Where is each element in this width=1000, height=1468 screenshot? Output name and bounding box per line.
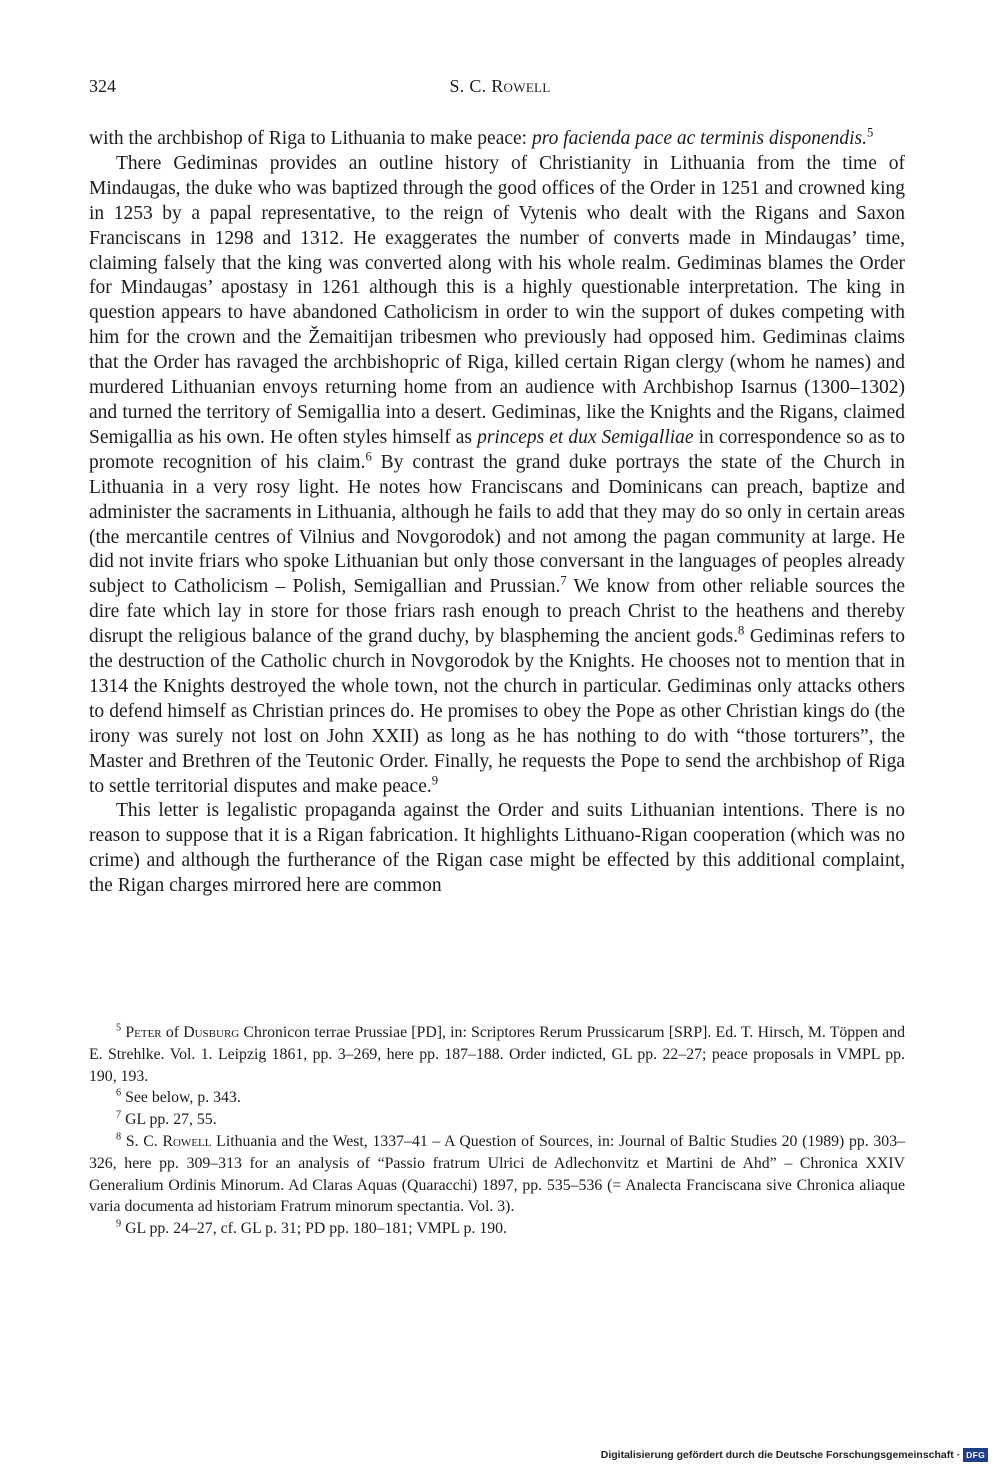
dfg-logo-icon: DFG xyxy=(963,1448,988,1462)
footnote-6-text: See below, p. 343. xyxy=(121,1089,241,1107)
footnote-5-mark: 5 xyxy=(116,1022,122,1034)
paragraph-2 xyxy=(89,152,905,800)
footnote-8-author: Rowell xyxy=(162,1132,212,1150)
footnote-ref-5[interactable]: 5 xyxy=(867,125,874,140)
footnote-8-author-initials: S. C. xyxy=(121,1132,163,1150)
footnote-8-mark: 8 xyxy=(116,1131,122,1143)
paragraph-2-text-d: We know from other reliable sources the dire fate which lay in store for those friars rash enough to preach Christ to the heathens and thereby disrupt the religious balance of the grand duchy, by blaspheming the ancient gods. xyxy=(89,576,906,648)
footnotes xyxy=(89,1022,905,1240)
paragraph-3: This letter is legalistic propaganda against the Order and suits Lithuanian intentions. There is no reason to suppose that it is a Rigan fabrication. It highlights Lithuano-Rigan cooperation (which was no crime) and although the furtherance of the Rigan case might be effected by this additional complaint, the Rigan charges mirrored here are common xyxy=(89,800,905,897)
footnote-6-mark: 6 xyxy=(116,1088,122,1100)
footnote-6 xyxy=(89,1087,905,1109)
page-number: 324 xyxy=(89,76,116,96)
footnote-ref-9[interactable]: 9 xyxy=(431,773,439,788)
footnote-ref-8[interactable]: 8 xyxy=(738,623,745,638)
paragraph-2-text-a: There Gediminas provides an outline history of Christianity in Lithuania from the time of Mindaugas, the duke who was baptized through the good offices of the Order in 1251 and crowned king in 1253 by a papal representative, to the reign of Vytenis who dealt with the Rigans and Saxon Franciscans in 1298 and 1312. He exaggerates the number of converts made in Mindaugas’ time, claiming falsely that the king was converted along with his whole realm. Gediminas blames the Order for Mindaugas’ apostasy in 1261 although this is a highly questionable interpretation. The king in question appears to have abandoned Catholicism in order to win the support of dukes competing with him for the crown and the Žemaitijan tribesmen who previously had opposed him. Gediminas claims that the Order has ravaged the archbishopric of Riga, killed certain Rigan clergy (whom he names) and murdered Lithuanian envoys returning home from an audience with Archbishop Isarnus (1300–1302) and turned the territory of Semigallia into a desert. Gediminas, like the Knights and the Rigans, claimed Semigallia as his own. He often styles himself as xyxy=(89,152,905,448)
footnote-9-text: GL pp. 24–27, cf. GL p. 31; PD pp. 180–181; VMPL p. 190. xyxy=(121,1220,507,1238)
footnote-7-mark: 7 xyxy=(116,1109,122,1121)
footnote-5-place: Dusburg xyxy=(183,1024,240,1041)
paragraph-1-latin-phrase: pro facienda pace ac terminis disponendis. xyxy=(531,128,868,149)
paragraph-2-text-e: Gediminas refers to the destruction of the Catholic church in Novgorodok by the Knights. He chooses not to mention that in 1314 the Knights destroyed the whole town, not the church in particular. Gediminas only attacks others to defend himself as Christian princes do. He promises to obey the Pope as other Christian kings do (the irony was surely not lost on John XXII) as long as he has nothing to do with “those torturers”, the Master and Brethren of the Teutonic Order. Finally, he requests the Pope to send the archbishop of Riga to settle territorial disputes and make peace. xyxy=(89,626,905,797)
paragraph-2-text-b: in correspondence so as to promote recognition of his claim. xyxy=(89,426,905,473)
running-head-author: S. C. Rowell xyxy=(449,76,551,96)
body-text xyxy=(89,127,905,899)
footnote-5 xyxy=(89,1022,905,1087)
paragraph-2-latin-title: princeps et dux Semigalliae xyxy=(477,426,694,448)
footnote-8 xyxy=(89,1131,905,1218)
paragraph-2-text-c: By contrast the grand duke portrays the state of the Church in Lithuania in a very rosy light. He notes how Franciscans and Dominicans can preach, baptize and administer the sacraments in Lithuania, although he fails to add that they may do so only in certain areas (the mercantile centres of Vilnius and Novgorodok) and not among the pagan community at large. He did not invite friars who spoke Lithuanian but only those conversant in the languages of peoples already subject to Catholicism – Polish, Semigallian and Prussian. xyxy=(89,451,905,598)
footnote-5-of: of xyxy=(161,1024,184,1041)
running-head xyxy=(0,76,1000,97)
footnote-ref-7[interactable]: 7 xyxy=(560,573,567,588)
footnote-5-author: Peter xyxy=(125,1024,162,1041)
footnote-9 xyxy=(89,1218,905,1240)
footnote-5-text: Chronicon terrae Prussiae [PD], in: Scriptores Rerum Prussicarum [SRP]. Ed. T. Hirsch, M. Töppen and E. Strehlke. Vol. 1. Leipzig 1861, pp. 3–269, here pp. 187–188. Order indicted, GL pp. 22–27; peace proposals in VMPL pp. 190, 193. xyxy=(89,1024,905,1085)
footnote-7-text: GL pp. 27, 55. xyxy=(121,1111,217,1129)
paragraph-1-text: with the archbishop of Riga to Lithuania to make peace: xyxy=(89,128,532,149)
paragraph-1 xyxy=(89,127,905,152)
footnote-ref-6[interactable]: 6 xyxy=(365,449,372,464)
footnote-7 xyxy=(89,1109,905,1131)
funding-footer xyxy=(601,1448,988,1462)
footnote-9-mark: 9 xyxy=(116,1218,122,1230)
footnote-8-text: Lithuania and the West, 1337–41 – A Question of Sources, in: Journal of Baltic Studies 20 (1989) pp. 303–326, here pp. 309–313 for an analysis of “Passio fratrum Ulrici de Adlechonvitz et Martini de Ahd” – Chronica XXIV Generalium Ordinis Minorum. Ad Claras Aquas (Quaracchi) 1897, pp. 535–536 (= Analecta Franciscana sive Chronica aliaque varia documenta ad historiam Fratrum minorum spectantia. Vol. 3). xyxy=(89,1132,905,1216)
funding-text: Digitalisierung gefördert durch die Deutsche Forschungsgemeinschaft · xyxy=(600,1449,961,1461)
